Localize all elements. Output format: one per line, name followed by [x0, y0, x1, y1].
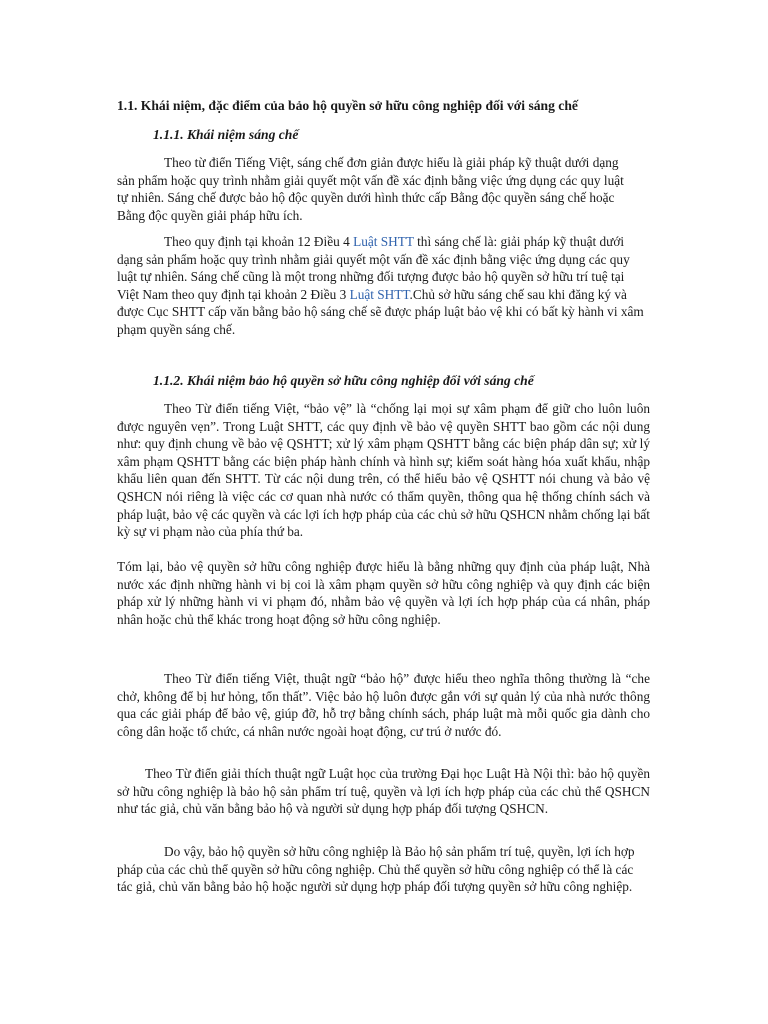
paragraph-3: Theo Từ điển tiếng Việt, “bảo vệ” là “chống lại mọi sự xâm phạm để giữ cho luôn luôn được nguyên vẹn”. Trong Luật SHTT, các quy định về bảo vệ quyền SHTT bao gồm các nội dung như: quy định chung về bảo vệ QSHTT; xử lý xâm phạm QSHTT bằng các biện pháp dân sự; xử lý xâm phạm QSHTT bằng các biện pháp hành chính và hình sự; kiểm soát hàng hóa xuất khẩu, nhập khẩu liên quan đến SHTT. Từ các nội dung trên, có thể hiểu bảo vệ QSHTT nói chung và bảo vệ QSHCN nói riêng là việc các cơ quan nhà nước có thẩm quyền, thông qua hệ thống chính sách và pháp luật, bảo vệ các quyền và các lợi ích hợp pháp của các chủ sở hữu QSHCN nhằm chống lại bất kỳ sự vi phạm nào của phía thứ ba. — [117, 401, 650, 540]
luat-shtt-link-2[interactable]: Luật SHTT — [349, 286, 410, 302]
paragraph-2 — [117, 233, 645, 339]
paragraph-6: Theo Từ điển giải thích thuật ngữ Luật học của trường Đại học Luật Hà Nội thì: bảo hộ quyền sở hữu công nghiệp là bảo hộ sản phẩm trí tuệ, quyền và lợi ích hợp pháp của các chủ thể QSHCN như tác giả, chủ văn bằng bảo hộ và người sử dụng hợp pháp đối tượng QSHCN. — [117, 766, 650, 817]
paragraph-5: Theo Từ điển tiếng Việt, thuật ngữ “bảo hộ” được hiểu theo nghĩa thông thường là “che chở, không để bị hư hỏng, tổn thất”. Việc bảo hộ luôn được gắn với sự quản lý của nhà nước thông qua các giải pháp để bảo vệ, giúp đỡ, hỗ trợ bằng chính sách, pháp luật mà mỗi quốc gia dành cho công dân hoặc tổ chức, cá nhân nước ngoài hoạt động, cư trú ở nước đó. — [117, 671, 650, 739]
paragraph-2-text-b: thì sáng chế là: giải pháp kỹ thuật dưới dạng sản phẩm hoặc quy trình nhằm giải quyết một vấn đề xác định bằng việc ứng dụng các quy luật tự nhiên. Sáng chế cũng là một trong những đối tượng được bảo hộ quyền sở hữu trí tuệ tại Việt Nam theo quy định tại khoản 2 Điều 3 — [117, 234, 630, 302]
paragraph-1: Theo từ điển Tiếng Việt, sáng chế đơn giản được hiểu là giải pháp kỹ thuật dưới dạng sản phẩm hoặc quy trình nhằm giải quyết một vấn đề xác định bằng việc ứng dụng các quy luật tự nhiên. Sáng chế được bảo hộ độc quyền dưới hình thức cấp Bằng độc quyền sáng chế hoặc Bằng độc quyền giải pháp hữu ích. — [117, 155, 624, 223]
subsection-heading-1-1-1: 1.1.1. Khái niệm sáng chế — [153, 127, 299, 142]
section-heading-1-1: 1.1. Khái niệm, đặc điểm của bảo hộ quyền sở hữu công nghiệp đối với sáng chế — [117, 98, 578, 113]
subsection-heading-1-1-2: 1.1.2. Khái niệm bảo hộ quyền sở hữu công nghiệp đối với sáng chế — [153, 373, 534, 388]
paragraph-4: Tóm lại, bảo vệ quyền sở hữu công nghiệp được hiểu là bằng những quy định của pháp luật, Nhà nước xác định những hành vi bị coi là xâm phạm quyền sở hữu công nghiệp và quy định các biện pháp xử lý những hành vi vi phạm đó, nhằm bảo vệ quyền và lợi ích hợp pháp của cá nhân, pháp nhân hoặc chủ thể khác trong hoạt động sở hữu công nghiệp. — [117, 559, 650, 627]
paragraph-2-text-c: .Chủ sở hữu sáng chế sau khi đăng ký và được Cục SHTT cấp văn bằng bảo hộ sáng chế sẽ được pháp luật bảo vệ khi có bất kỳ hành vi xâm phạm quyền sáng chế. — [117, 286, 644, 337]
luat-shtt-link[interactable]: Luật SHTT — [353, 234, 414, 249]
paragraph-2-text-a: Theo quy định tại khoản 12 Điều 4 — [164, 234, 354, 249]
paragraph-7: Do vậy, bảo hộ quyền sở hữu công nghiệp là Bảo hộ sản phẩm trí tuệ, quyền, lợi ích hợp pháp của các chủ thể quyền sở hữu công nghiệp. Chủ thể quyền sở hữu công nghiệp có thể là các tác giả, chủ văn bằng bảo hộ hoặc người sử dụng hợp pháp đối tượng quyền sở hữu công nghiệp. — [117, 844, 635, 895]
